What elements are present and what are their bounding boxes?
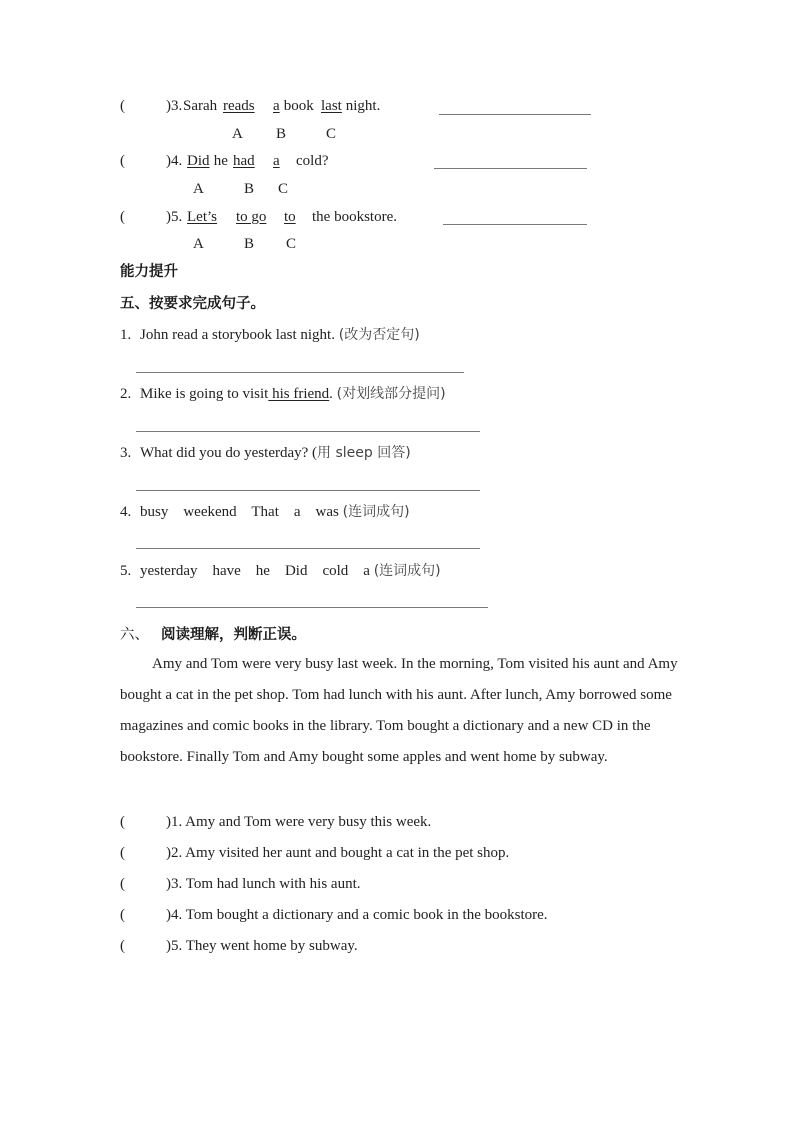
section-6-title: 阅读理解，判断正误。: [161, 627, 306, 643]
item-number: 2.: [120, 386, 132, 402]
task-text: [140, 562, 441, 580]
section-5-title: 五、按要求完成句子。: [120, 296, 265, 312]
task-text: [140, 326, 420, 344]
option-a-word: Did: [187, 153, 210, 169]
section-heading-ability: 能力提升: [120, 264, 178, 280]
answer-paren[interactable]: (: [120, 938, 125, 954]
task-sentence: busy weekend That a was: [140, 504, 343, 520]
task-sentence: yesterday have he Did cold a: [140, 563, 374, 579]
option-c-word: to: [284, 209, 296, 225]
item-number: 3.: [120, 445, 132, 461]
answer-paren[interactable]: (: [120, 814, 125, 830]
answer-paren: (: [120, 98, 125, 114]
item-text: he: [210, 153, 232, 169]
item-number: 4.: [120, 504, 132, 520]
option-b-word: a: [273, 98, 280, 114]
option-label-b: B: [244, 236, 255, 252]
item-number: )5.: [166, 209, 186, 225]
answer-line[interactable]: [136, 431, 480, 432]
option-b-word: had: [233, 153, 255, 169]
item-number: )4.: [166, 153, 186, 169]
option-label-b: B: [276, 126, 287, 142]
task-instruction: (改为否定句): [338, 327, 420, 343]
answer-paren[interactable]: (: [120, 845, 125, 861]
answer-line[interactable]: [439, 114, 591, 115]
answer-line[interactable]: [136, 372, 464, 373]
task-text: [140, 385, 446, 403]
task-sentence: John read a storybook last night.: [140, 327, 339, 343]
item-text: book: [280, 98, 318, 114]
task-instruction: (对划线部分提问): [336, 386, 446, 402]
task-sentence: Mike is going to visit: [140, 386, 269, 402]
answer-line[interactable]: [136, 607, 488, 608]
answer-paren[interactable]: (: [120, 907, 125, 923]
task-text: [140, 444, 411, 462]
option-c-word: last: [321, 98, 342, 114]
underlined-phrase: his friend: [268, 386, 330, 402]
true-false-item: )1. Amy and Tom were very busy this week.: [166, 814, 432, 830]
option-label-a: A: [193, 181, 204, 197]
answer-line[interactable]: [136, 490, 480, 491]
task-text: [140, 503, 410, 521]
option-label-c: C: [286, 236, 297, 252]
task-sentence: .: [329, 386, 337, 402]
option-label-c: C: [278, 181, 289, 197]
true-false-item: )2. Amy visited her aunt and bought a cat in the pet shop.: [166, 845, 510, 861]
item-number: 1.: [120, 327, 132, 343]
option-label-a: A: [232, 126, 243, 142]
item-text: Sarah: [183, 98, 221, 114]
item-text: cold?: [296, 153, 329, 169]
answer-paren[interactable]: (: [120, 876, 125, 892]
option-label-a: A: [193, 236, 204, 252]
item-number: )3.: [166, 98, 183, 114]
answer-line[interactable]: [136, 548, 480, 549]
true-false-item: )4. Tom bought a dictionary and a comic book in the bookstore.: [166, 907, 548, 923]
true-false-item: )3. Tom had lunch with his aunt.: [166, 876, 361, 892]
option-c-word: a: [273, 153, 280, 169]
task-instruction: (连词成句): [342, 504, 410, 520]
task-sentence: What did you do yesterday? (: [140, 445, 318, 461]
option-label-c: C: [326, 126, 337, 142]
item-text: night.: [342, 98, 381, 114]
answer-paren: (: [120, 209, 125, 225]
task-instruction: 用 sleep 回答): [317, 445, 411, 461]
true-false-item: )5. They went home by subway.: [166, 938, 358, 954]
answer-paren: (: [120, 153, 125, 169]
answer-line[interactable]: [434, 168, 587, 169]
option-a-word: reads: [223, 98, 255, 114]
item-number: 5.: [120, 563, 132, 579]
option-label-b: B: [244, 181, 255, 197]
option-b-word: to go: [236, 209, 267, 225]
option-a-word: Let’s: [187, 209, 217, 225]
task-instruction: (连词成句): [373, 563, 441, 579]
item-text: the bookstore.: [312, 209, 397, 225]
answer-line[interactable]: [443, 224, 587, 225]
reading-passage: Amy and Tom were very busy last week. In the morning, Tom visited his aunt and Amy bought a cat in the pet shop. Tom had lunch with his aunt. After lunch, Amy borrowed some magazines and comic books in the library. Tom bought a dictionary and a new CD in the bookstore. Finally Tom and Amy bought some apples and went home by subway.: [120, 656, 678, 765]
section-6-number: 六、: [120, 627, 149, 643]
